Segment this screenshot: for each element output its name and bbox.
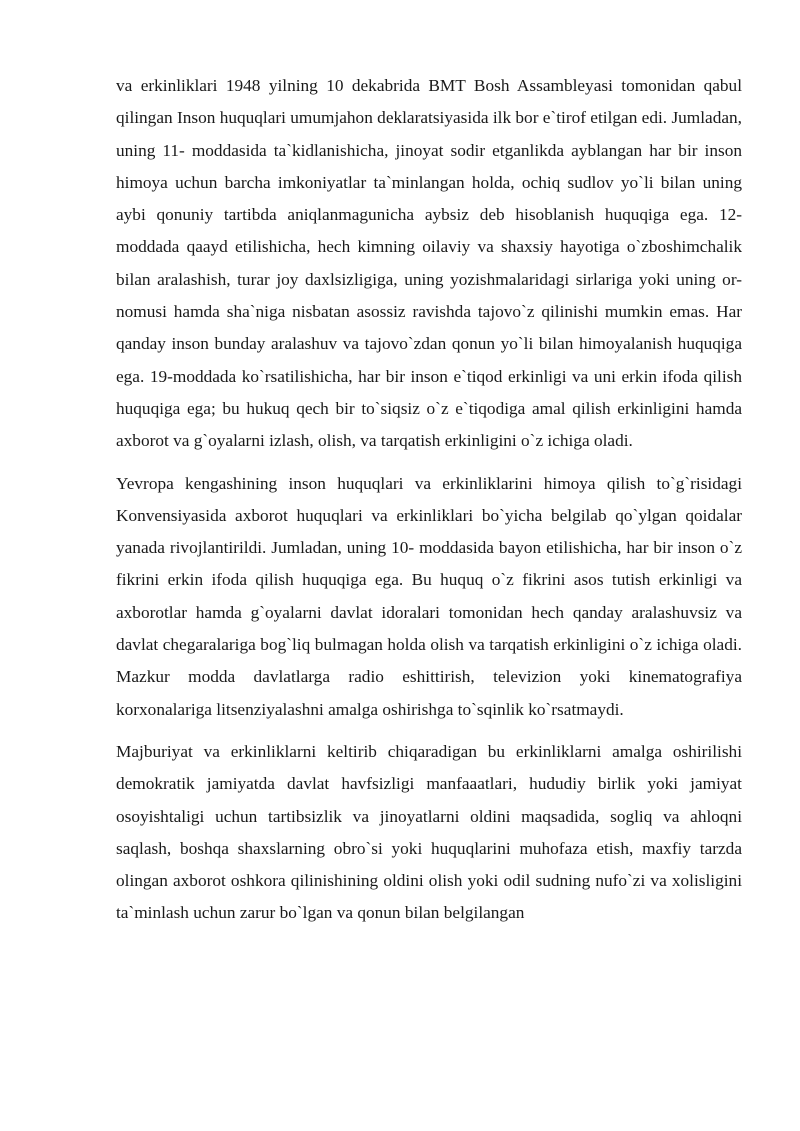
paragraph-2: Yevropa kengashining inson huquqlari va erkinliklarini himoya qilish to`g`risidagi Konvensiyasida axborot huquqlari va erkinliklari bo`yicha belgilab qo`ylgan qoidalar yanada rivojlantirildi. Jumladan, uning 10- moddasida bayon etilishicha, har bir inson o`z fikrini erkin ifoda qilish huquqiga ega. Bu huquq o`z fikrini asos tutish erkinligi va axborotlar hamda g`oyalarni davlat idoralari tomonidan hech qanday aralashuvsiz va davlat chegaralariga bog`liq bulmagan holda olish va tarqatish erkinligini o`z ichiga oladi. Mazkur modda davlatlarga radio eshittirish, televizion yoki kinematografiya korxonalariga litsenziyalashni amalga oshirishga to`sqinlik ko`rsatmaydi. [116, 473, 742, 719]
paragraph-1: va erkinliklari 1948 yilning 10 dekabrida BMT Bosh Assambleyasi tomonidan qabul qilingan Inson huquqlari umumjahon deklaratsiyasida ilk bor e`tirof etilgan edi. Jumladan, uning 11- moddasida ta`kidlanishicha, jinoyat sodir etganlikda ayblangan har bir inson himoya uchun barcha imkoniyatlar ta`minlangan holda, ochiq sudlov yo`li bilan uning aybi qonuniy tartibda aniqlanmagunicha aybsiz deb hisoblanish huquqiga ega. 12- moddada qaayd etilishicha, hech kimning oilaviy va shaxsiy hayotiga o`zboshimchalik bilan aralashish, turar joy daxlsizligiga, uning yozishmalaridagi sirlariga yoki uning or-nomusi hamda sha`niga nisbatan asossiz ravishda tajovo`z qilinishi mumkin emas. Har qanday inson bunday aralashuv va tajovo`zdan qonun yo`li bilan himoyalanish huquqiga ega. 19-moddada ko`rsatilishicha, har bir inson e`tiqod erkinligi va uni erkin ifoda qilish huquqiga ega; bu hukuq qech bir to`siqsiz o`z e`tiqodiga amal qilish erkinligini hamda axborot va g`oyalarni izlash, olish, va tarqatish erkinligini o`z ichiga oladi. [116, 76, 742, 451]
paragraph-3: Majburiyat va erkinliklarni keltirib chiqaradigan bu erkinliklarni amalga oshirilishi demokratik jamiyatda davlat havfsizligi manfaaatlari, hududiy birlik yoki jamiyat osoyishtaligi uchun tartibsizlik va jinoyatlarni oldini maqsadida, sogliq va ahloqni saqlash, boshqa shaxslarning obro`si yoki huquqlarini muhofaza etish, maxfiy tarzda olingan axborot oshkora qilinishining oldini olish yoki odil sudning nufo`zi va xolisligini ta`minlash uchun zarur bo`lgan va qonun bilan belgilangan [116, 741, 742, 923]
document-body [116, 70, 742, 940]
